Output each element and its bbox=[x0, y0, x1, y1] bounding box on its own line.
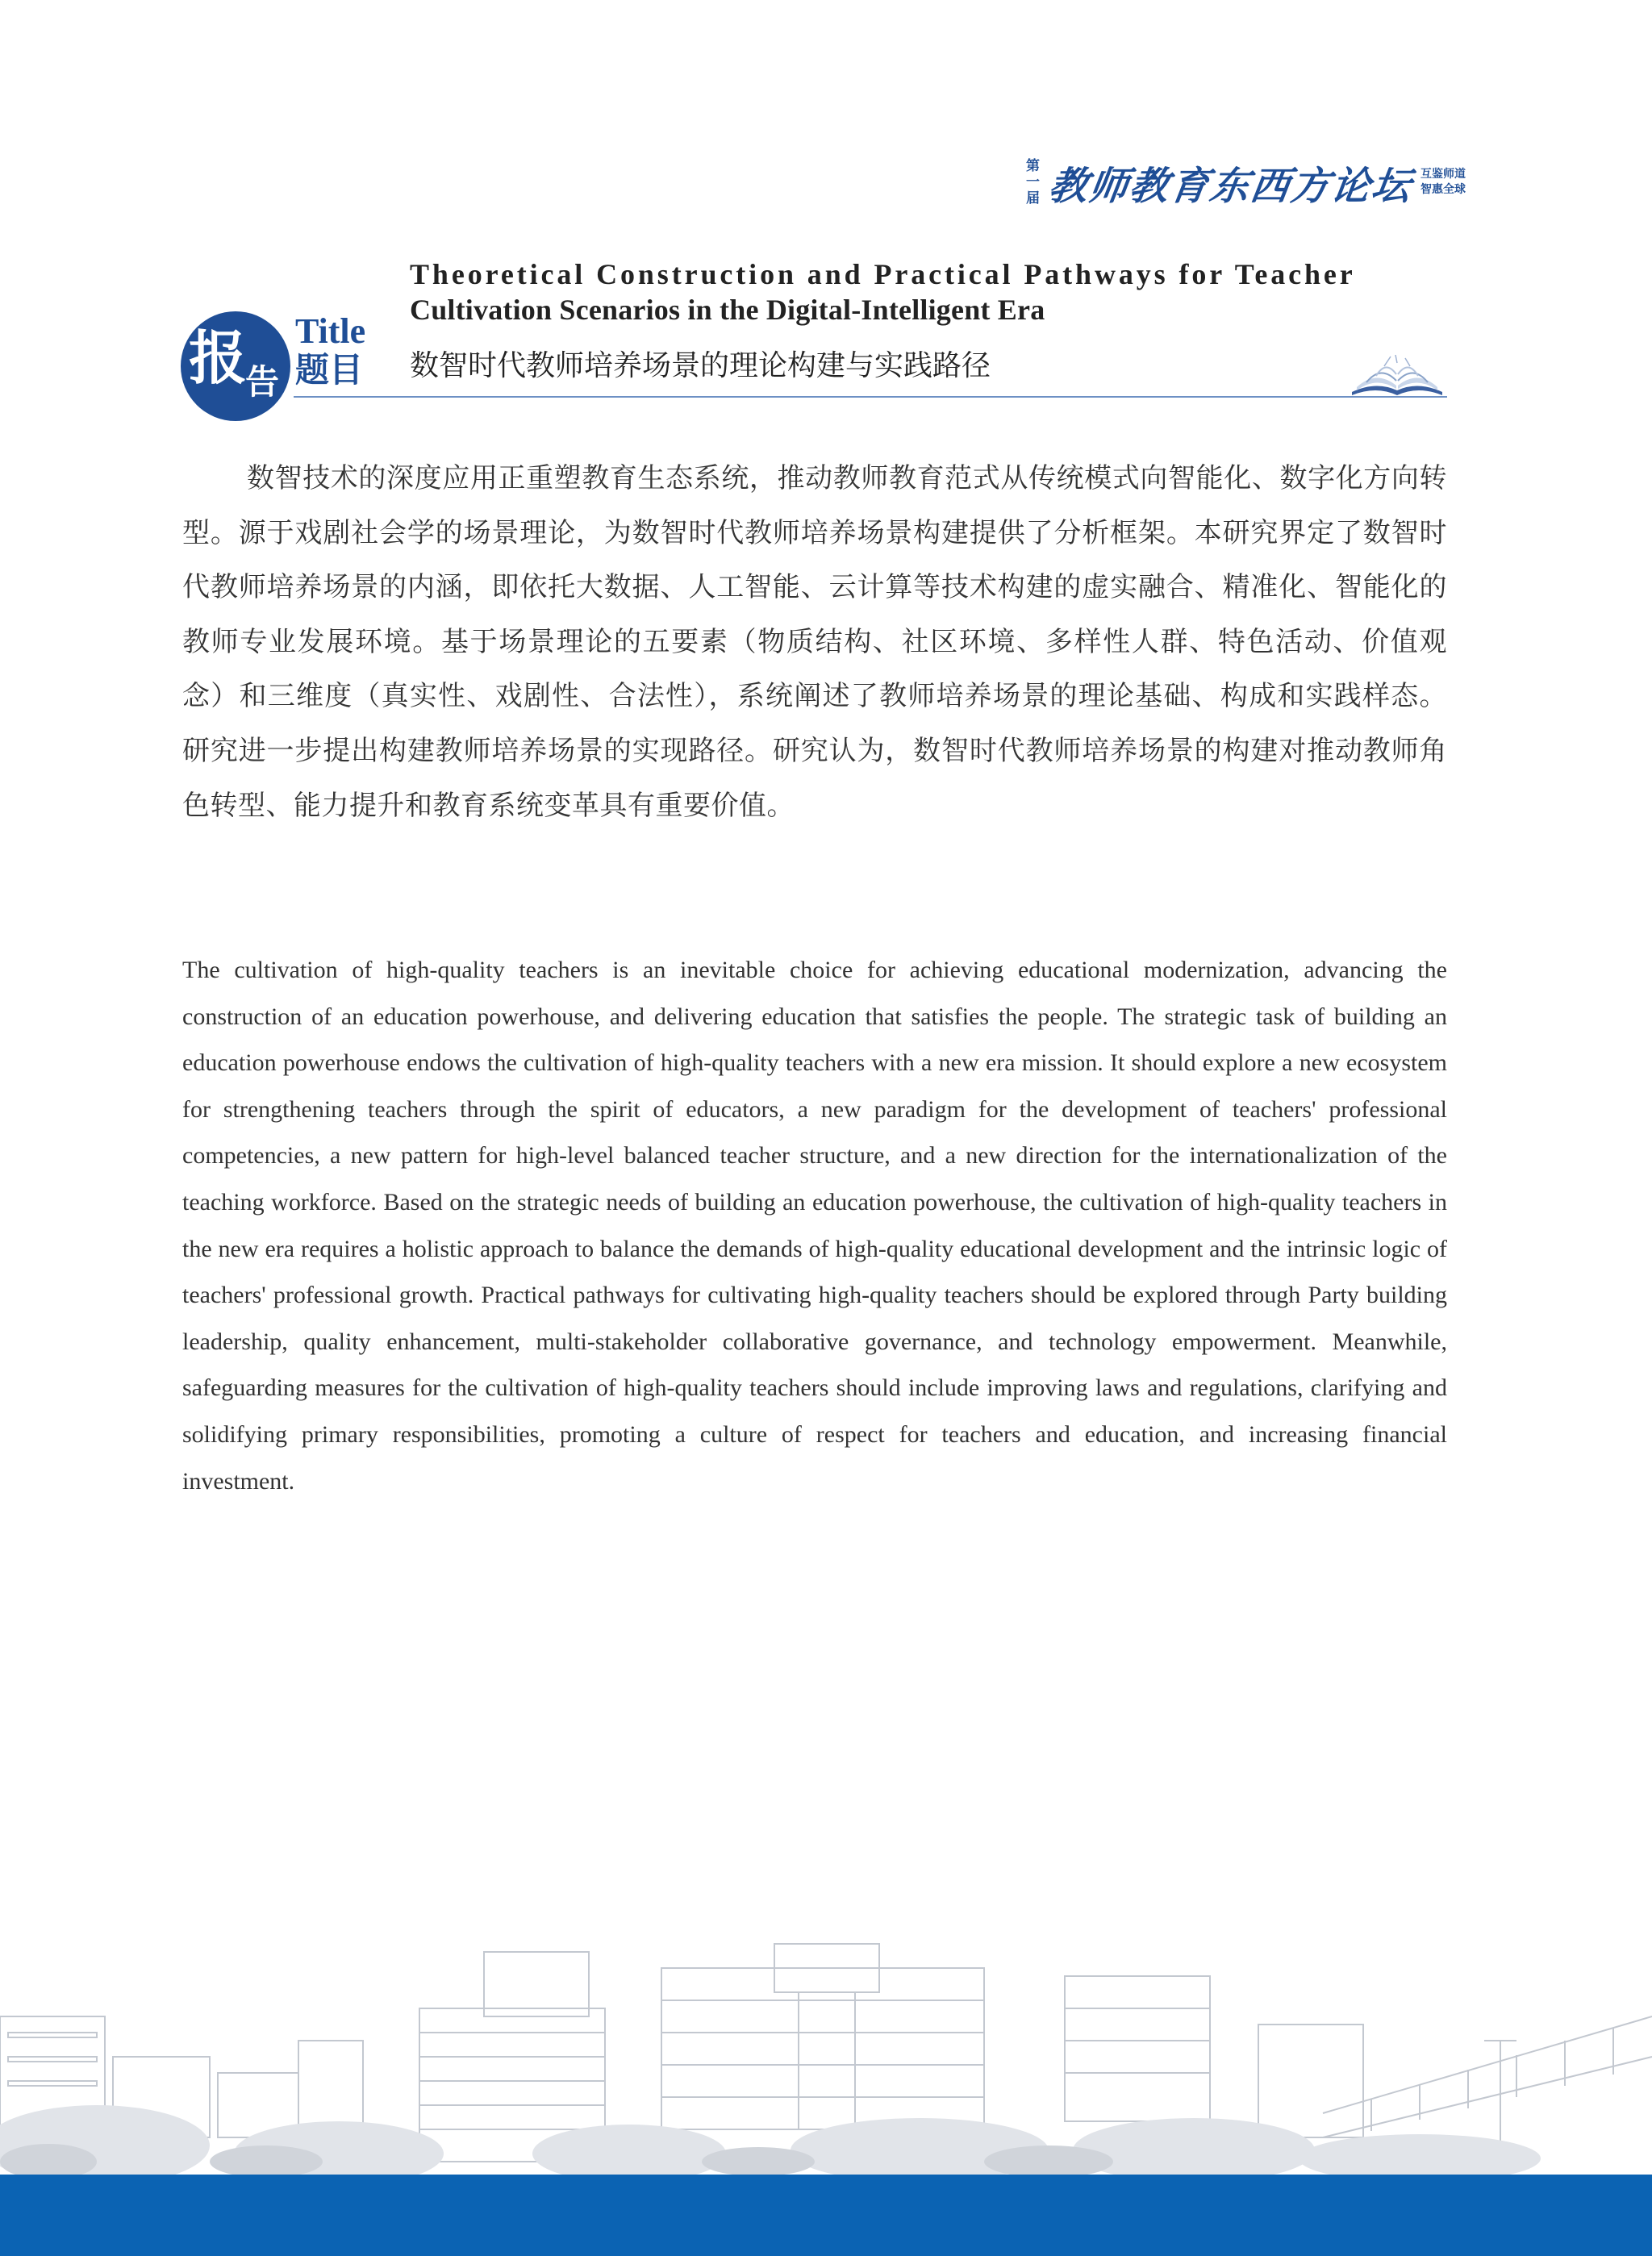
forum-motto-line: 智惠全球 bbox=[1420, 183, 1466, 196]
badge-main-char: 报 bbox=[189, 323, 248, 392]
page-title-en-line: Cultivation Scenarios in the Digital-Intelligent Era bbox=[410, 294, 1045, 326]
abstract-en: The cultivation of high-quality teachers is an inevitable choice for achieving educational modernization, advancing the construction of an education powerhouse, and delivering education that satisfies the people. The strategic task of building an education powerhouse endows the cultivation of high-quality teachers with a new era mission. It should explore a new ecosystem for strengthening teachers through the spirit of educators, a new paradigm for the development of teachers' professional competencies, a new pattern for high-level balanced teacher structure, and a new direction for the internationalization of the teaching workforce. Based on the strategic needs of building an education powerhouse, the cultivation of high-quality teachers in the new era requires a holistic approach to balance the demands of high-quality educational development and the intrinsic logic of teachers' professional growth. Practical pathways for cultivating high-quality teachers should be explored through Party building leadership, quality enhancement, multi-stakeholder collaborative governance, and technology empowerment. Meanwhile, safeguarding measures for the cultivation of high-quality teachers should include improving laws and regulations, clarifying and solidifying primary responsibilities, promoting a culture of respect for teachers and education, and increasing financial investment. bbox=[182, 957, 1447, 1495]
footer-band bbox=[0, 2175, 1652, 2256]
title-label-zh: 题目 bbox=[295, 350, 364, 390]
open-book-icon bbox=[1349, 352, 1446, 397]
title-label-en: Title bbox=[295, 311, 366, 351]
abstract-zh: 数智技术的深度应用正重塑教育生态系统，推动教师教育范式从传统模式向智能化、数字化方向转型。源于戏剧社会学的场景理论，为数智时代教师培养场景构建提供了分析框架。本研究界定了数智时代教师培养场景的内涵，即依托大数据、人工智能、云计算等技术构建的虚实融合、精准化、智能化的教师专业发展环境。基于场景理论的五要素（物质结构、社区环境、多样性人群、特色活动、价值观念）和三维度（真实性、戏剧性、合法性），系统阐述了教师培养场景的理论基础、构成和实践样态。研究进一步提出构建教师培养场景的实现路径。研究认为，数智时代教师培养场景的构建对推动教师角色转型、能力提升和教育系统变革具有重要价值。 bbox=[182, 462, 1447, 822]
forum-logo bbox=[1026, 158, 1466, 209]
page-title-zh: 数智时代教师培养场景的理论构建与实践路径 bbox=[410, 349, 991, 382]
badge-sub-char: 告 bbox=[245, 362, 280, 402]
page-title-en bbox=[410, 256, 1458, 327]
forum-edition-char: 届 bbox=[1026, 190, 1040, 206]
campus-buildings-illustration bbox=[0, 1920, 1652, 2175]
page-title-en-line: Theoretical Construction and Practical Pathways for Teacher bbox=[410, 258, 1356, 290]
title-divider bbox=[294, 396, 1447, 398]
forum-motto bbox=[1420, 167, 1466, 198]
forum-motto-line: 互鉴师道 bbox=[1420, 168, 1466, 181]
report-badge bbox=[181, 311, 290, 421]
forum-edition-char: 一 bbox=[1026, 174, 1040, 190]
forum-name: 教师教育东西方论坛 bbox=[1045, 163, 1416, 209]
forum-edition-char: 第 bbox=[1026, 158, 1040, 174]
forum-edition bbox=[1026, 158, 1040, 206]
